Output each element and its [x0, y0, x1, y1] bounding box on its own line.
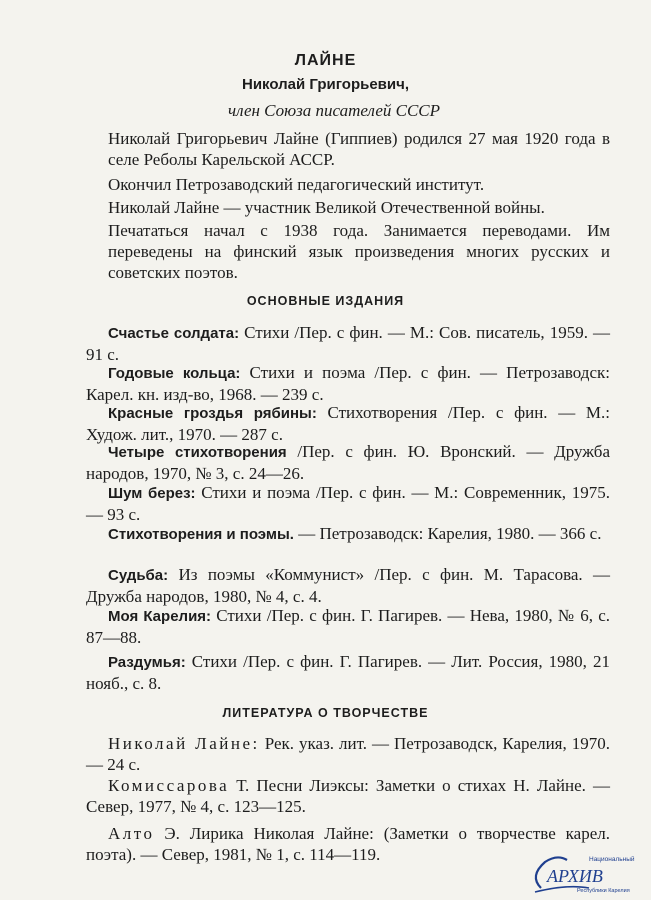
bio-paragraph: Печататься начал с 1938 года. Занимается переводами. Им переведены на финский язык произведения многих русских и советских поэтов.: [108, 221, 610, 282]
edition-entry: Четыре стихотворения /Пер. с фин. Ю. Вронский. — Дружба народов, 1970, № 3, с. 24—26.: [86, 442, 610, 483]
literature-entry: Алто Э. Лирика Николая Лайне: (Заметки о творчестве карел. поэта). — Север, 1981, № 1, с. 114—119.: [86, 824, 610, 864]
archive-logo: [527, 848, 647, 896]
bio-paragraph: Николай Григорьевич Лайне (Гиппиев) родился 27 мая 1920 года в селе Реболы Карельской АССР.: [108, 129, 610, 169]
logo-bottom-text: Республики Карелия: [577, 888, 630, 894]
page-title: ЛАЙНЕ: [294, 52, 357, 69]
literature-entry: Комиссарова Т. Песни Лиэксы: Заметки о стихах Н. Лайне. — Север, 1977, № 4, с. 123—125.: [86, 776, 610, 816]
author-role: член Союза писателей СССР: [228, 101, 441, 120]
edition-entry: Красные гроздья рябины: Стихотворения /Пер. с фин. — М.: Худож. лит., 1970. — 287 с.: [86, 403, 611, 444]
edition-entry: Судьба: Из поэмы «Коммунист» /Пер. с фин. М. Тарасова. — Дружба народов, 1980, № 4, с. 4.: [86, 565, 610, 606]
section-heading-literature: ЛИТЕРАТУРА О ТВОРЧЕСТВЕ: [222, 706, 429, 720]
bio-paragraph: Николай Лайне — участник Великой Отечественной войны.: [108, 198, 545, 217]
author-name: Николай Григорьевич,: [242, 76, 409, 93]
logo-main-text: АРХИВ: [547, 866, 603, 886]
edition-entry: Годовые кольца: Стихи и поэма /Пер. с фин. — Петрозаводск: Карел. кн. изд-во, 1968. — 239 с.: [86, 363, 610, 404]
edition-entry: Стихотворения и поэмы. — Петрозаводск: Карелия, 1980. — 366 с.: [108, 524, 602, 543]
logo-top-text: Национальный: [589, 856, 635, 863]
section-heading-editions: ОСНОВНЫЕ ИЗДАНИЯ: [246, 294, 405, 308]
edition-entry: Шум берез: Стихи и поэма /Пер. с фин. — М.: Современник, 1975. — 93 с.: [86, 483, 610, 524]
literature-entry: Николай Лайне: Рек. указ. лит. — Петрозаводск, Карелия, 1970. — 24 с.: [86, 734, 610, 774]
bio-paragraph: Окончил Петрозаводский педагогический институт.: [108, 175, 485, 194]
edition-entry: Счастье солдата: Стихи /Пер. с фин. — М.: Сов. писатель, 1959. — 91 с.: [86, 323, 611, 364]
edition-entry: Раздумья: Стихи /Пер. с фин. Г. Пагирев. — Лит. Россия, 1980, 21 нояб., с. 8.: [86, 652, 610, 693]
edition-entry: Моя Карелия: Стихи /Пер. с фин. Г. Пагирев. — Нева, 1980, № 6, с. 87—88.: [86, 606, 610, 647]
